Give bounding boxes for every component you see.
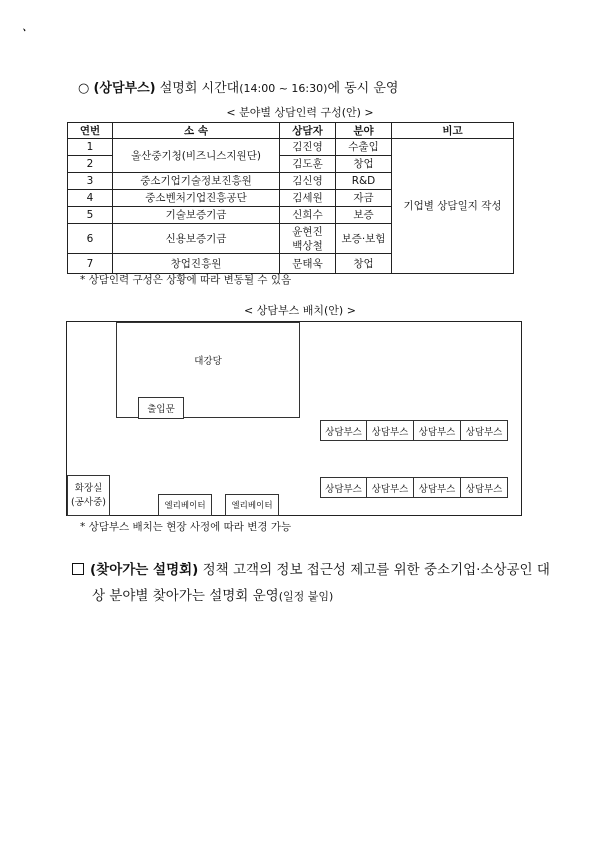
row-name: 김도훈 [280,156,336,173]
booth: 상담부스 [366,477,414,498]
section1-title-text: 설명회 시간대 [155,81,240,96]
row-no: 7 [68,254,113,274]
section2-paragraph [92,557,562,610]
row-org: 중소벤처기업진흥공단 [113,190,280,207]
booth: 상담부스 [413,420,461,441]
auditorium-label: 대강당 [194,356,222,367]
booth-layout [66,321,522,516]
row-remark: 기업별 상담일지 작성 [392,139,514,274]
section1-time: (14:00 ~ 16:30) [239,82,328,95]
row-field: 창업 [336,254,392,274]
row-name: 김신영 [280,173,336,190]
checkbox-icon [72,563,84,575]
row-no: 5 [68,207,113,224]
booth: 상담부스 [320,420,367,441]
row-no: 1 [68,139,113,156]
row-org: 신용보증기금 [113,224,280,254]
table-note: * 상담인력 구성은 상황에 따라 변동될 수 있음 [80,274,292,286]
section1-heading [78,77,399,96]
row-field: 보증 [336,207,392,224]
booth: 상담부스 [413,477,461,498]
row-name: 김진영 [280,139,336,156]
row-org: 기술보증기금 [113,207,280,224]
header-name: 상담자 [280,123,336,139]
section1-tail: 에 동시 운영 [327,81,399,96]
row-name: 김세원 [280,190,336,207]
booth: 상담부스 [460,477,508,498]
header-remark: 비고 [392,123,514,139]
row-org: 울산중기청(비즈니스지원단) [113,139,280,173]
row-org: 중소기업기술정보진흥원 [113,173,280,190]
entrance: 출입문 [138,397,184,419]
row-field: R&D [336,173,392,190]
row-field: 창업 [336,156,392,173]
row-no: 4 [68,190,113,207]
layout-note: * 상담부스 배치는 현장 사정에 따라 변경 가능 [80,521,292,533]
elevator: 엘리베이터 [225,494,279,516]
section2-schedule-note: (일정 붙임) [278,590,334,603]
header-field: 분야 [336,123,392,139]
row-org: 창업진흥원 [113,254,280,274]
section2-text: 정책 고객의 정보 접근성 제고를 위한 중소기업·소상공인 대상 분야별 찾아가는 설명회 운영 [92,562,550,604]
row-name: 신희수 [280,207,336,224]
corner-mark: ㆍ [18,24,31,39]
layout-caption: < 상담부스 배치(안) > [244,304,356,317]
booth: 상담부스 [366,420,414,441]
row-field: 보증·보험 [336,224,392,254]
booth: 상담부스 [460,420,508,441]
header-no: 연번 [68,123,113,139]
elevator: 엘리베이터 [158,494,212,516]
row-field: 수출입 [336,139,392,156]
row-no: 2 [68,156,113,173]
row-name: 윤현진 백상철 [280,224,336,254]
row-name: 문태욱 [280,254,336,274]
restroom: 화장실 (공사중) [67,475,110,516]
header-org: 소 속 [113,123,280,139]
section1-title-bold: (상담부스) [93,81,156,96]
section2-title-bold: (찾아가는 설명회) [90,562,199,578]
table-caption: < 분야별 상담인력 구성(안) > [226,106,374,119]
staff-table [67,122,514,274]
bullet-icon: ○ [78,81,90,96]
row-field: 자금 [336,190,392,207]
row-no: 6 [68,224,113,254]
row-no: 3 [68,173,113,190]
booth: 상담부스 [320,477,367,498]
